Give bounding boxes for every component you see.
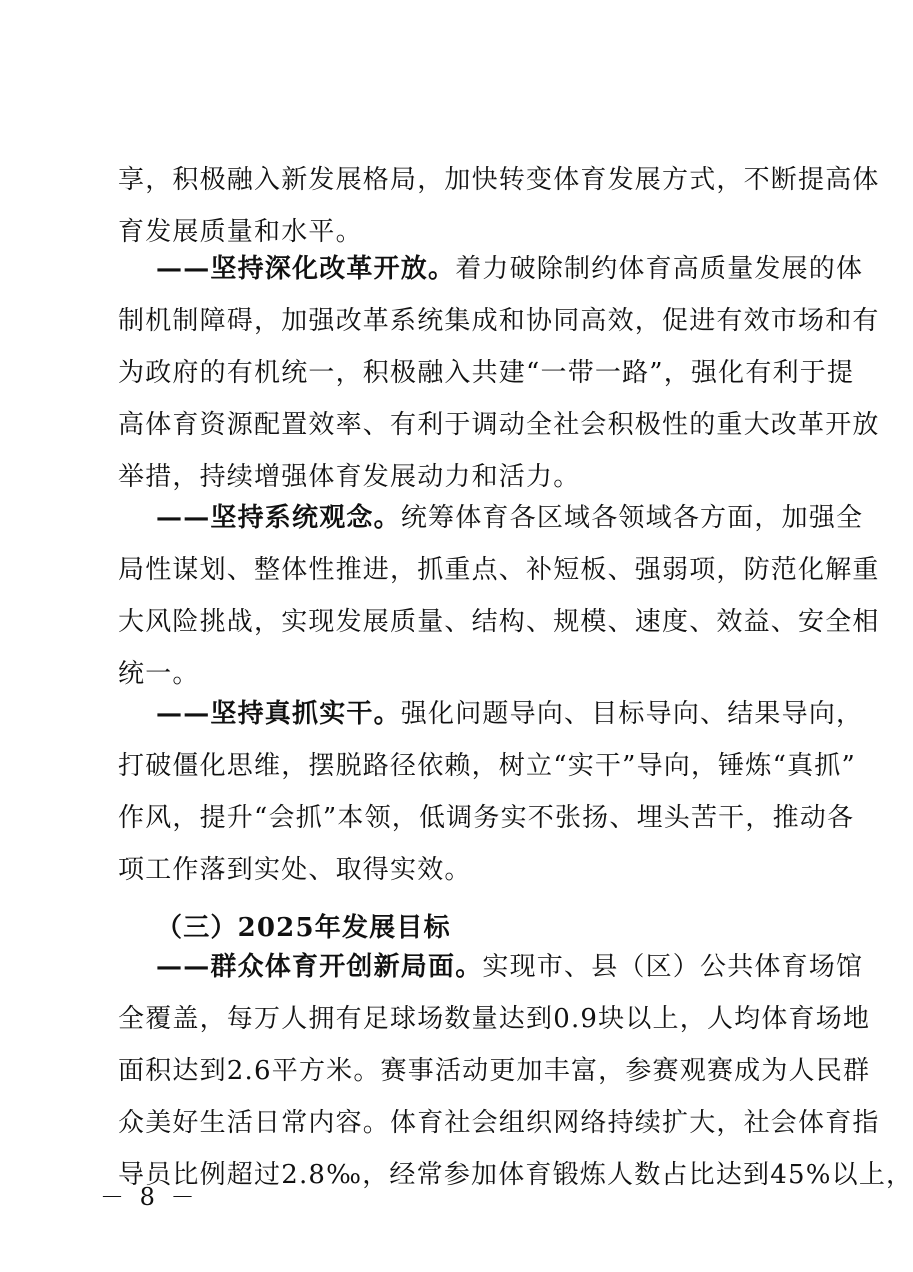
paragraph-lead: ——坚持真抓实干。 <box>156 699 401 729</box>
text-line: 面积达到2.6平方米。赛事活动更加丰富，参赛观赛成为人民群 <box>118 1056 871 1086</box>
text-line: 局性谋划、整体性推进，抓重点、补短板、强弱项，防范化解重 <box>118 555 880 585</box>
text-line: 举措，持续增强体育发展动力和活力。 <box>118 462 581 492</box>
paragraph-first-line <box>156 247 864 291</box>
text-line: 项工作落到实处、取得实效。 <box>118 855 472 885</box>
paragraph-first-line <box>156 496 864 540</box>
text-line: 享，积极融入新发展格局，加快转变体育发展方式，不断提高体 <box>118 165 880 195</box>
text-line: 导员比例超过2.8‰，经常参加体育锻炼人数占比达到45%以上， <box>118 1160 913 1190</box>
text-line: 统一。 <box>118 659 200 689</box>
text-line: 众美好生活日常内容。体育社会组织网络持续扩大，社会体育指 <box>118 1108 880 1138</box>
paragraph-first-line <box>156 945 864 989</box>
paragraph-text: 强化问题导向、目标导向、结果导向， <box>400 699 864 729</box>
text-line: 大风险挑战，实现发展质量、结构、规模、速度、效益、安全相 <box>118 607 880 637</box>
paragraph-text: 统筹体育各区域各领域各方面，加强全 <box>400 503 864 533</box>
text-line: 高体育资源配置效率、有利于调动全社会积极性的重大改革开放 <box>118 410 880 440</box>
text-line: 作风，提升“会抓”本领，低调务实不张扬、埋头苦干，推动各 <box>118 803 855 833</box>
text-line: 育发展质量和水平。 <box>118 217 363 247</box>
paragraph-first-line <box>156 692 864 736</box>
paragraph-text: 实现市、县（区）公共体育场馆 <box>482 952 864 982</box>
text-line: 制机制障碍，加强改革系统集成和协同高效，促进有效市场和有 <box>118 306 880 336</box>
paragraph-lead: ——坚持深化改革开放。 <box>156 254 456 284</box>
paragraph-lead: ——坚持系统观念。 <box>156 503 401 533</box>
page-number: － 8 － <box>100 1183 199 1211</box>
text-line: 打破僵化思维，摆脱路径依赖，树立“实干”导向，锤炼“真抓” <box>118 751 856 781</box>
paragraph-lead: ——群众体育开创新局面。 <box>156 952 483 982</box>
text-line: 全覆盖，每万人拥有足球场数量达到0.9块以上，人均体育场地 <box>118 1004 871 1034</box>
section-heading: （三）2025年发展目标 <box>156 913 451 943</box>
paragraph-text: 着力破除制约体育高质量发展的体 <box>455 254 864 284</box>
text-line: 为政府的有机统一，积极融入共建“一带一路”，强化有利于提 <box>118 358 855 388</box>
